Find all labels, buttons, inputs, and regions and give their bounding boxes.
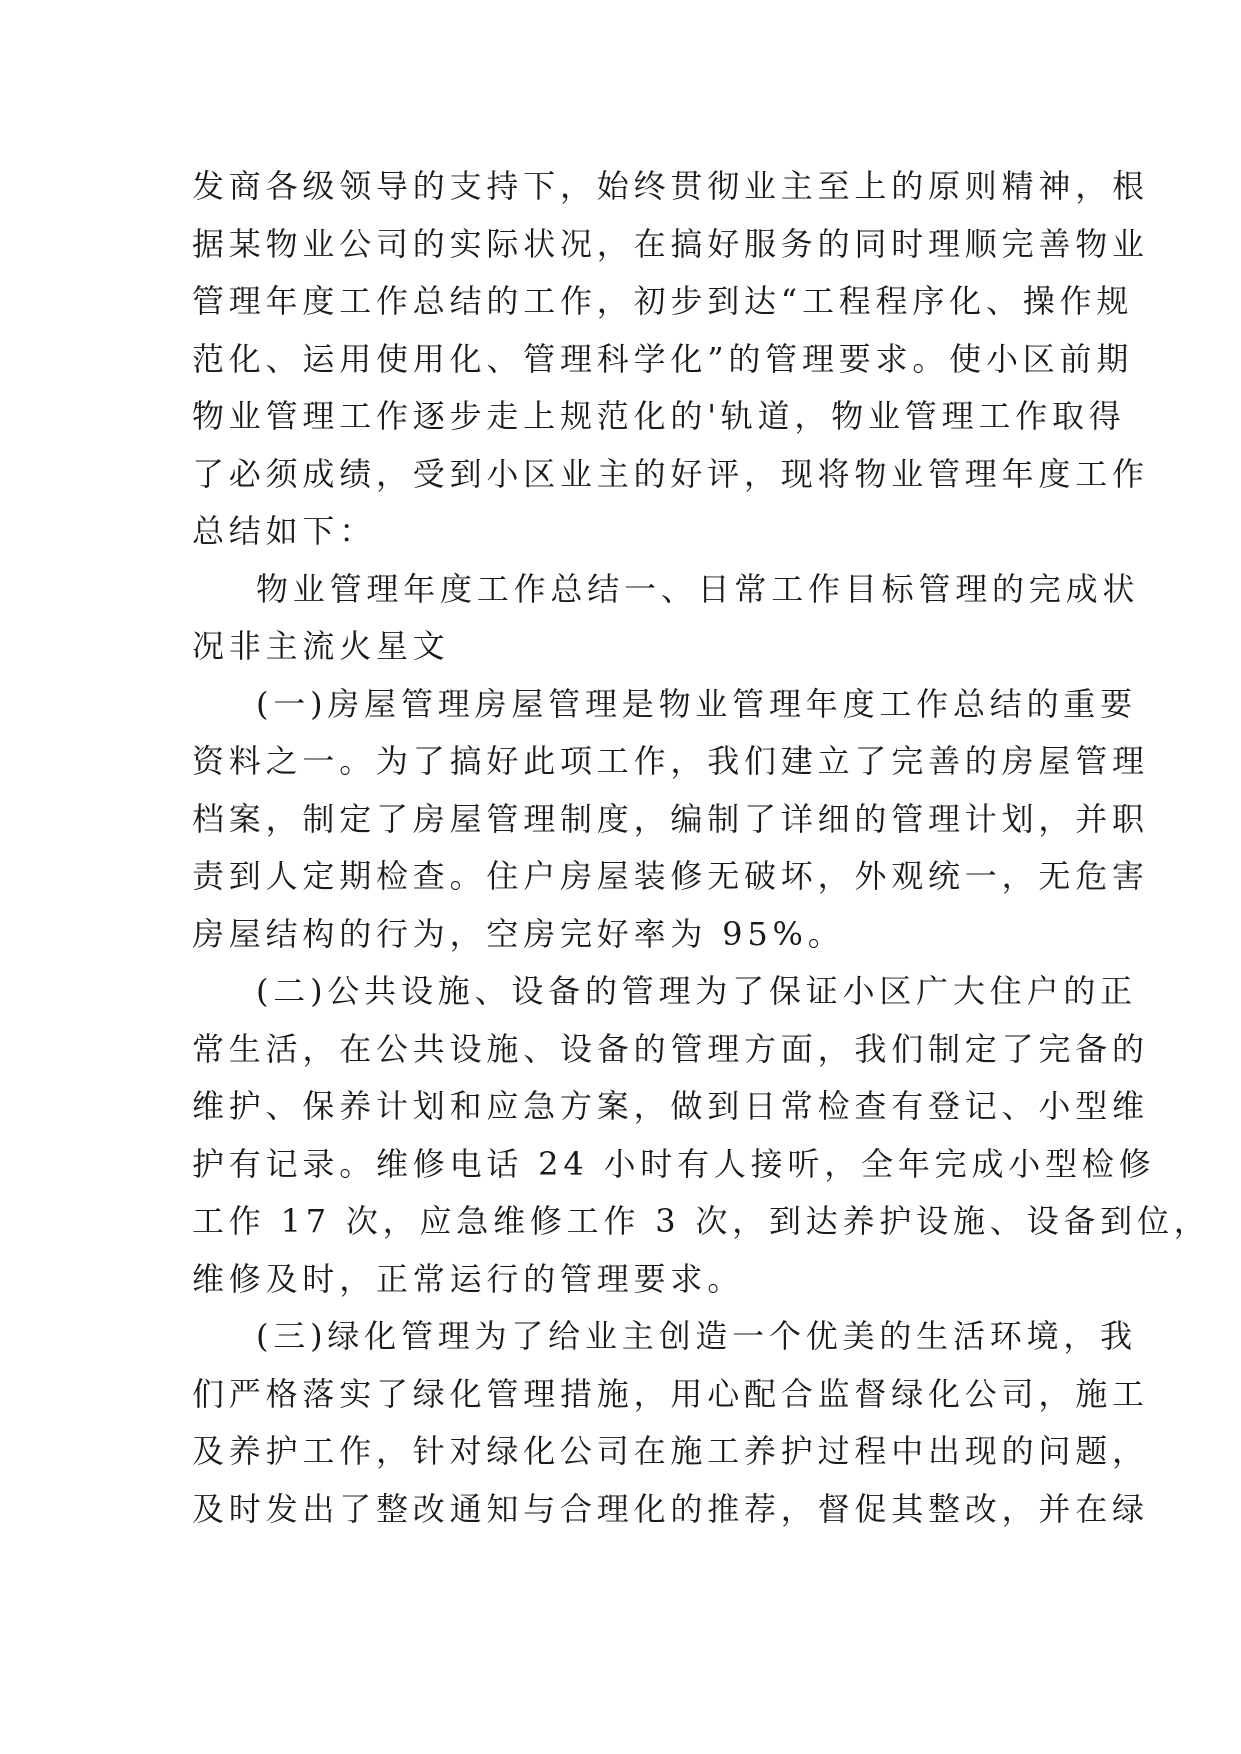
text-line: 物业管理工作逐步走上规范化的'轨道，物业管理工作取得: [192, 397, 1126, 435]
text-line: 总结如下：: [192, 512, 377, 550]
text-line: 发商各级领导的支持下，始终贯彻业主至上的原则精神，根: [192, 167, 1149, 205]
text-line: 况非主流火星文: [192, 627, 450, 665]
text-line: 资料之一。为了搞好此项工作，我们建立了完善的房屋管理: [192, 742, 1149, 780]
text-line: 管理年度工作总结的工作，初步到达“工程程序化、操作规: [192, 282, 1134, 320]
text-line: 范化、运用使用化、管理科学化”的管理要求。使小区前期: [192, 339, 1134, 378]
text-line: 责到人定期检查。住户房屋装修无破坏，外观统一，无危害: [192, 857, 1149, 895]
text-line: (一)房屋管理房屋管理是物业管理年度工作总结的重要: [256, 684, 1137, 723]
text-line: 常生活，在公共设施、设备的管理方面，我们制定了完备的: [192, 1029, 1149, 1068]
text-line: 及养护工作，针对绿化公司在施工养护过程中出现的问题，: [192, 1432, 1149, 1470]
text-line: 工作 17 次，应急维修工作 3 次，到达养护设施、设备到位，: [192, 1202, 1211, 1240]
text-line: 维护、保养计划和应急方案，做到日常检查有登记、小型维: [192, 1087, 1149, 1125]
text-line: 档案，制定了房屋管理制度，编制了详细的管理计划，并职: [192, 799, 1149, 838]
text-line: 们严格落实了绿化管理措施，用心配合监督绿化公司，施工: [192, 1374, 1149, 1413]
text-line: 护有记录。维修电话 24 小时有人接听，全年完成小型检修: [192, 1144, 1156, 1183]
text-line: 了必须成绩，受到小区业主的好评，现将物业管理年度工作: [192, 454, 1149, 493]
text-line: 物业管理年度工作总结一、日常工作目标管理的完成状: [256, 569, 1140, 608]
paragraph-intro: [192, 158, 1149, 561]
text-line: 房屋结构的行为，空房完好率为 95%。: [192, 914, 845, 953]
text-line: 据某物业公司的实际状况，在搞好服务的同时理顺完善物业: [192, 224, 1149, 263]
paragraph-greening-management: [192, 1308, 1149, 1538]
text-line: 维修及时，正常运行的管理要求。: [192, 1259, 745, 1298]
paragraph-housing-management: [192, 676, 1149, 964]
paragraph-facilities-management: [192, 963, 1211, 1308]
text-line: (二)公共设施、设备的管理为了保证小区广大住户的正: [256, 972, 1137, 1010]
paragraph-section-heading: [192, 561, 1140, 676]
document-body: [192, 158, 1211, 1538]
text-line: 及时发出了整改通知与合理化的推荐，督促其整改，并在绿: [192, 1489, 1149, 1528]
text-line: (三)绿化管理为了给业主创造一个优美的生活环境，我: [256, 1317, 1137, 1355]
